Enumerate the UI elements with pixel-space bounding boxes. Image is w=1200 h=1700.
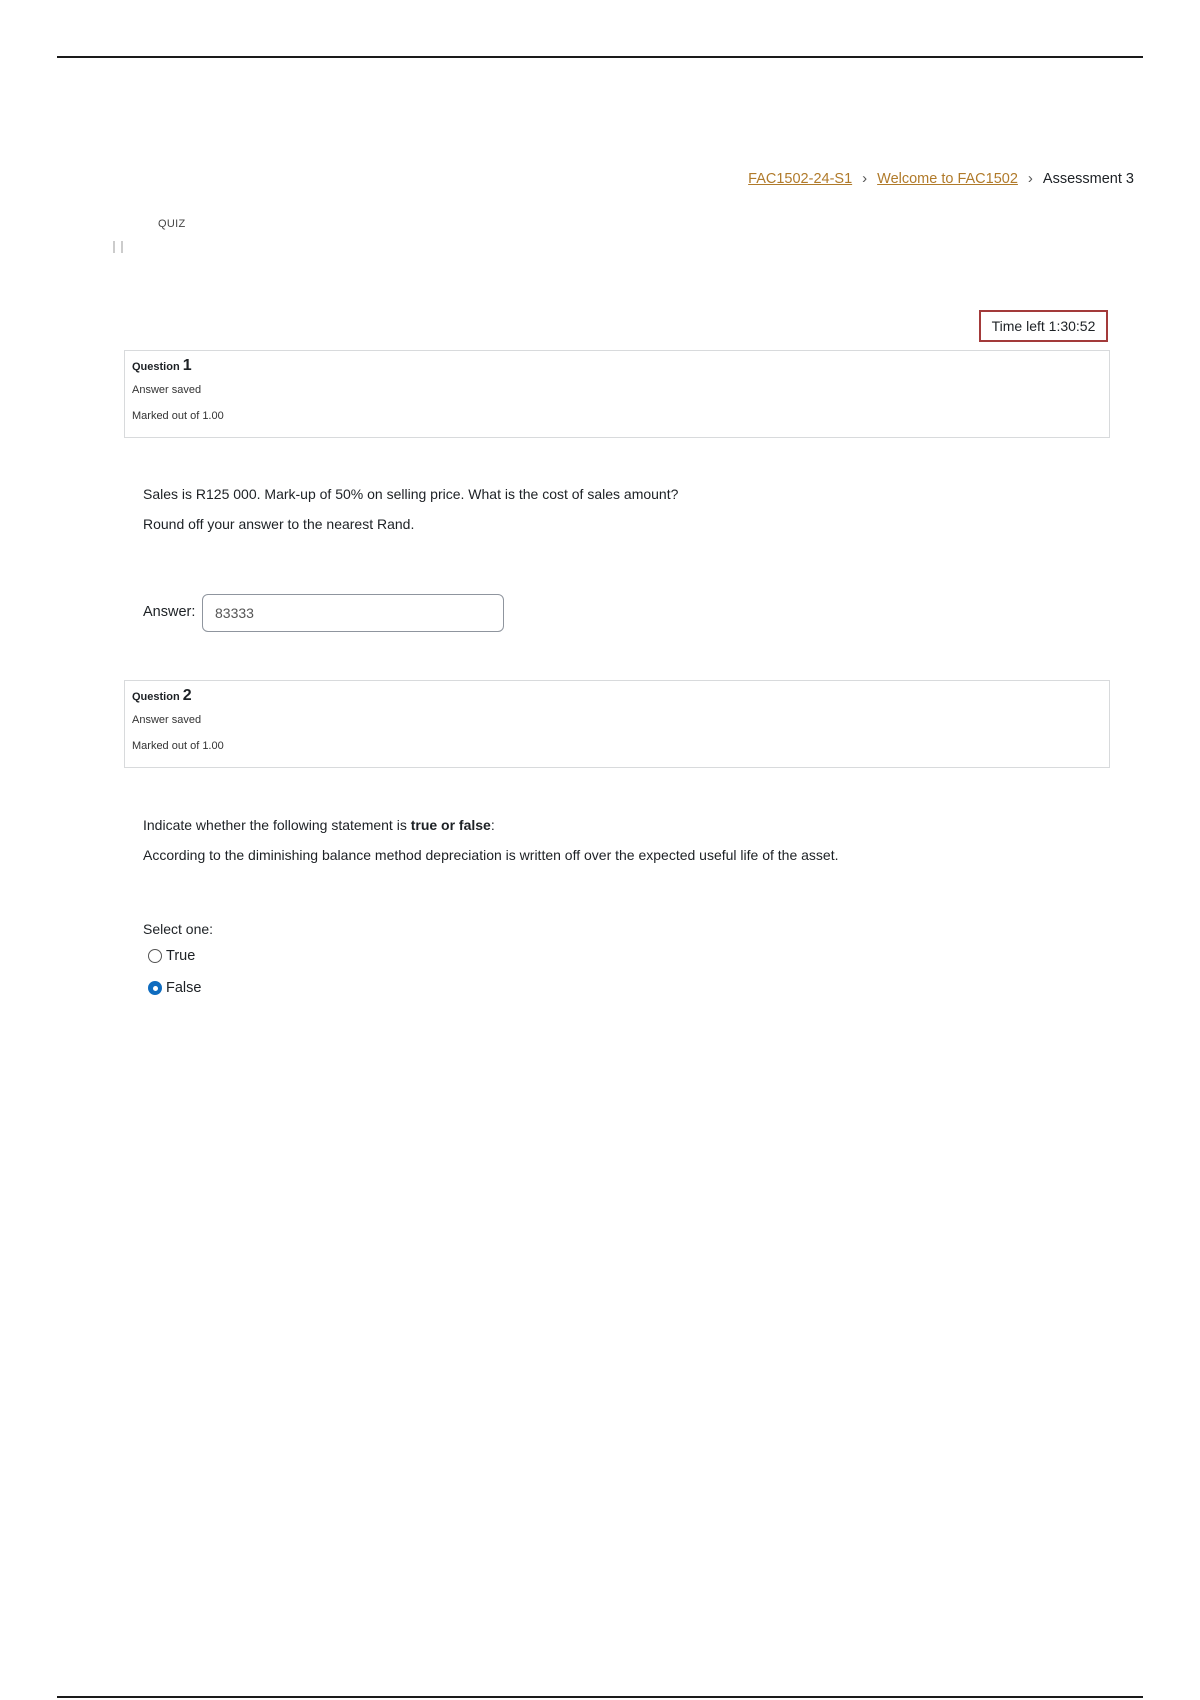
question-number: 1 (182, 357, 192, 374)
option-label: True (166, 948, 196, 964)
radio-unchecked-icon[interactable] (148, 949, 162, 963)
question-1-state: Answer saved (132, 384, 202, 396)
chevron-right-icon: › (1027, 170, 1033, 187)
option-true[interactable] (148, 948, 195, 964)
breadcrumb-current: Assessment 3 (1042, 170, 1134, 187)
breadcrumb (748, 170, 1134, 187)
question-2-info (124, 680, 1110, 768)
bottom-rule (57, 1696, 1143, 1698)
question-1-grade: Marked out of 1.00 (132, 410, 224, 422)
question-title-prefix: Question (132, 361, 180, 373)
question-2-grade: Marked out of 1.00 (132, 740, 224, 752)
question-2-statement: According to the diminishing balance method depreciation is written off over the expected useful life of the asset. (143, 847, 839, 863)
question-1-instruction: Round off your answer to the nearest Rand. (143, 516, 415, 532)
quiz-timer: Time left 1:30:52 (979, 310, 1108, 342)
answer-input[interactable] (202, 594, 504, 632)
prompt-bold-text: true or false (410, 817, 491, 833)
question-2-state: Answer saved (132, 714, 202, 726)
chevron-right-icon: › (862, 170, 868, 187)
question-1-info (124, 350, 1110, 438)
top-rule (57, 56, 1143, 58)
question-2-prompt (143, 817, 495, 833)
question-1-text: Sales is R125 000. Mark-up of 50% on selling price. What is the cost of sales amount? (143, 486, 679, 502)
activity-type-label: QUIZ (158, 218, 186, 230)
question-2-title (132, 687, 192, 705)
select-one-label: Select one: (143, 921, 214, 937)
quiz-icon (113, 240, 133, 254)
answer-label: Answer: (143, 604, 196, 620)
option-false[interactable] (148, 980, 201, 996)
question-number: 2 (182, 687, 192, 704)
question-title-prefix: Question (132, 691, 180, 703)
radio-checked-icon[interactable] (148, 981, 162, 995)
breadcrumb-link-course[interactable]: FAC1502-24-S1 (748, 170, 853, 187)
question-1-title (132, 357, 192, 375)
prompt-text: Indicate whether the following statement is (143, 817, 411, 833)
breadcrumb-link-welcome[interactable]: Welcome to FAC1502 (877, 170, 1018, 187)
option-label: False (166, 980, 202, 996)
prompt-colon: : (490, 817, 495, 833)
